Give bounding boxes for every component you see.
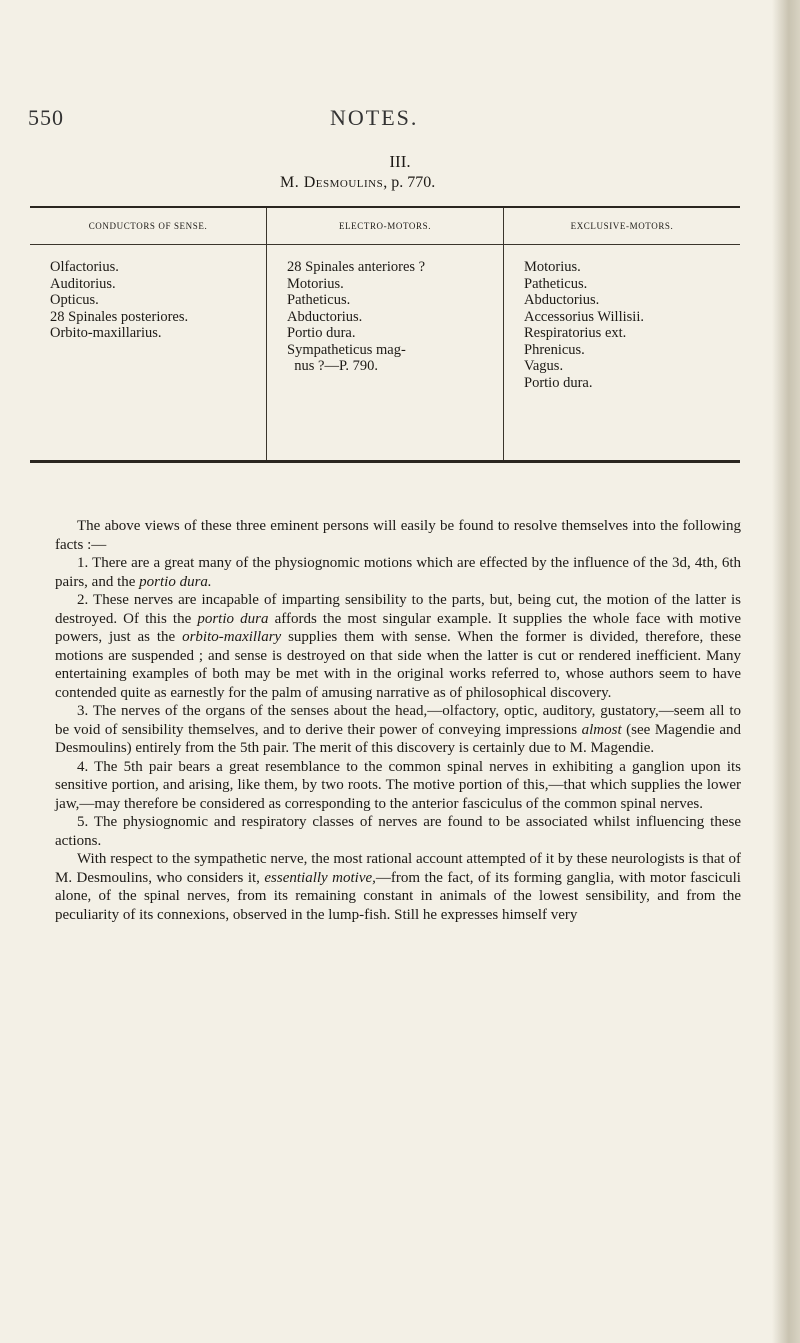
text-span: 2. These nerves are incapable of imparting sensibility to the parts, but, being cut, the motion of the latter is destroyed. Of this the [55,592,741,627]
citation [280,174,435,192]
text-span: 3. The nerves of the organs of the senses about the head,—olfactory, optic, auditory, gustatory,—seem all to be void of sensibility themselves, and to derive their power of conveying impressions [55,703,741,738]
citation-author: M. Desmoulins [280,174,384,191]
table-cell: Accessorius Willisii. [524,308,644,325]
body-text [55,517,741,924]
text-span: 1. There are a great many of the physiognomic motions which are effected by the influence of the 3d, 4th, 6th pairs, and the [55,555,741,590]
paragraph-1 [55,554,741,591]
table-cell: Patheticus. [524,275,588,292]
paragraph-4 [55,758,741,814]
text-span: (see Magendie and Desmoulins) entirely from the 5th pair. The merit of this discovery is certainly due to M. Magendie. [55,721,741,756]
table-column-exclusive-motors [503,208,740,460]
table-cell: Auditorius. [50,275,116,292]
emphasis: essentially motive, [264,869,376,886]
table-cell: 28 Spinales anteriores ? [287,259,426,275]
emphasis: orbito-maxillary [182,629,282,645]
table-cell: Sympatheticus mag- [287,341,406,358]
paragraph-2 [55,591,741,702]
emphasis: portio dura. [139,573,212,590]
table-column-conductors [30,208,266,460]
emphasis: portio dura [197,610,269,627]
section-numeral: III. [389,152,411,171]
text-span: The above views of these three eminent persons will easily be found to resolve themselves into the following facts :— [55,518,741,553]
table-cell: Orbito-maxillarius. [50,325,162,341]
column-header: EXCLUSIVE-MOTORS. [504,208,740,245]
text-span: affords the most singular example. It supplies the whole face with motive powers, just as the [55,610,742,645]
table-cell: Abductorius. [287,308,363,325]
emphasis: almost [581,721,622,738]
text-span: With respect to the sympathetic nerve, the most rational account attempted of it by these neurologists is that of M. Desmoulins, who considers it, [55,851,741,886]
paragraph-5 [55,813,741,850]
table-cell: Respiratorius ext. [524,325,627,341]
text-span: 5. The physiognomic and respiratory classes of nerves are found to be associated whilst influencing these actions. [55,814,741,849]
nerve-classification-table [30,206,740,463]
table-cell: Phrenicus. [524,341,585,358]
table-cell: Olfactorius. [50,259,119,275]
text-span: 4. The 5th pair bears a great resemblance to the common spinal nerves in exhibiting a ganglion upon its sensitive portion, and arising, like them, by two roots. The motive portion of this,—that which supplies the lower jaw,—may therefore be considered as corresponding to the anterior fasciculus of the common spinal nerves. [55,758,741,812]
table-bottom-rule [30,460,740,463]
table-cell: 28 Spinales posteriores. [50,308,189,325]
table-cell: Portio dura. [524,374,593,391]
citation-ref: , p. 770. [383,174,436,191]
table-cell: Portio dura. [287,325,356,341]
table-column-electro-motors [266,208,503,460]
running-head: NOTES. [330,105,419,130]
paragraph-intro [55,517,741,554]
table-cell: Motorius. [524,259,581,275]
page-header [0,105,800,135]
paragraph-6 [55,850,741,924]
table-cell: Patheticus. [287,292,351,308]
column-header: ELECTRO-MOTORS. [267,208,503,245]
page-edge-shadow [772,0,800,1343]
table-cell: nus ?—P. 790. [287,358,379,374]
table-cell: Vagus. [524,358,564,374]
text-span: supplies them with sense. When the former is divided, therefore, these motions are suspended ; and sense is destroyed on that side when the latter is cut or rendered inefficient. Many entertaining examples of both may be met with in the original works referred to, whose authors seem to have contended quite as earnestly for the palm of amusing narrative as of philosophical discovery. [55,629,741,701]
column-header: CONDUCTORS OF SENSE. [30,208,266,245]
paragraph-3 [55,702,741,758]
page-number: 550 [28,105,64,130]
text-span: —from the fact, of its forming ganglia, with motor fasciculi alone, of the spinal nerves, from its remaining constant in animals of the lowest sensibility, and from the peculiarity of its connexions, observed in the lump-fish. Still he expresses himself very [55,869,741,923]
table-cell: Opticus. [50,292,99,308]
table-cell: Abductorius. [524,292,600,308]
table-cell: Motorius. [287,275,344,292]
